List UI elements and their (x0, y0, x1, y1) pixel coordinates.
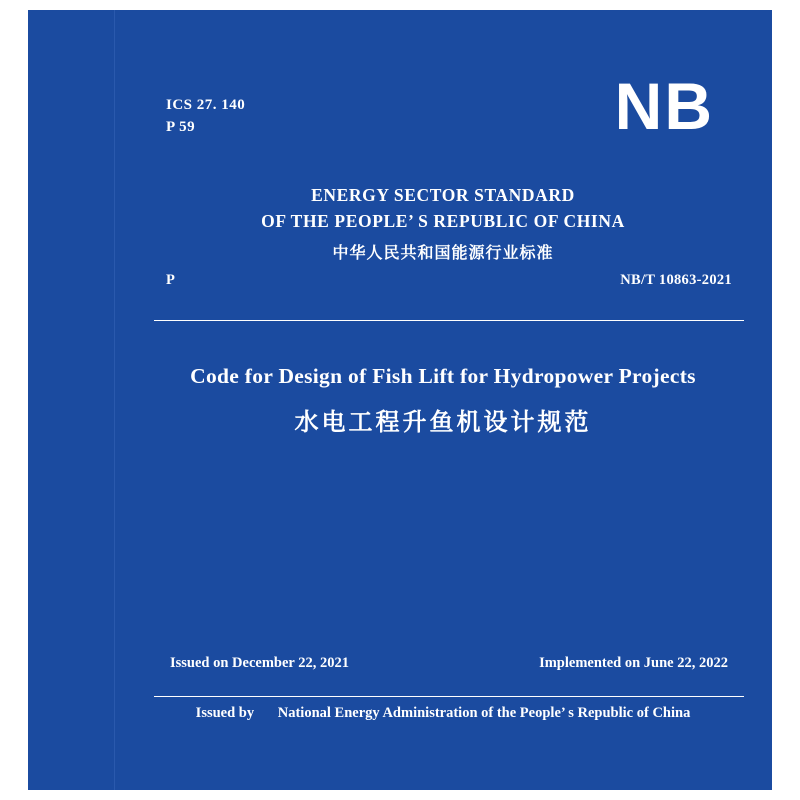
divider-top (154, 320, 744, 321)
cover-binding-strip (28, 10, 115, 790)
standard-cover (28, 10, 772, 790)
organization-line-cn: 中华人民共和国能源行业标准 (332, 243, 554, 262)
ics-code-block (166, 94, 245, 138)
cover-header-row (166, 69, 732, 170)
implemented-date: Implemented on June 22, 2022 (539, 655, 728, 671)
organization-line-en-2: OF THE PEOPLE’ S REPUBLIC OF CHINA (261, 211, 625, 231)
nb-logo: NB (614, 69, 714, 143)
organization-line-en-1: ENERGY SECTOR STANDARD (311, 185, 575, 205)
cover-content (114, 10, 772, 790)
issued-by-organization: National Energy Administration of the People’ s Republic of China (277, 705, 691, 721)
issued-by-label: Issued by (195, 705, 255, 721)
divider-bottom (154, 696, 744, 697)
issuer-row (114, 705, 772, 722)
document-title-block (114, 360, 772, 442)
ics-code-line: ICS 27. 140 (166, 97, 246, 113)
dates-row (170, 655, 728, 672)
standard-code-row (166, 272, 732, 289)
classification-letter: P (166, 272, 175, 288)
document-title-chinese: 水电工程升鱼机设计规范 (294, 408, 592, 436)
classification-code-line: P 59 (166, 119, 196, 135)
document-title-english: Code for Design of Fish Lift for Hydropower Projects (190, 364, 696, 388)
issued-date: Issued on December 22, 2021 (170, 655, 349, 671)
issuing-organization-block (114, 182, 772, 268)
standard-number: NB/T 10863-2021 (620, 272, 732, 288)
